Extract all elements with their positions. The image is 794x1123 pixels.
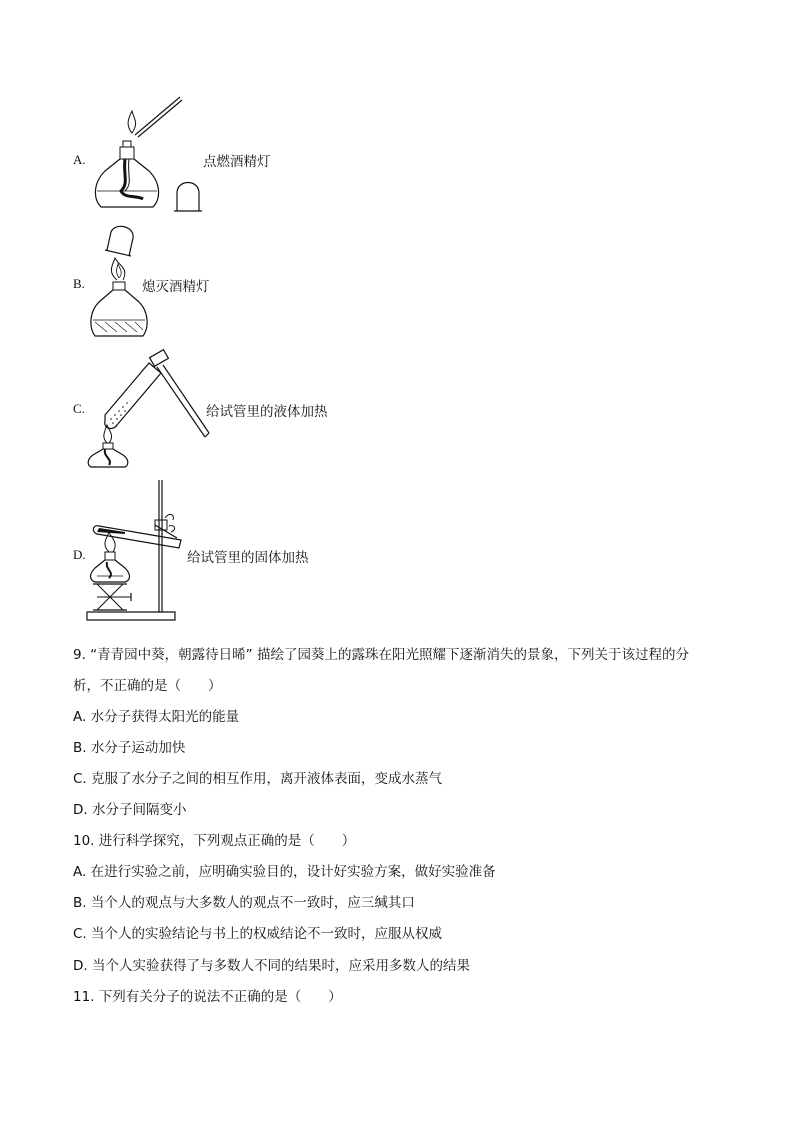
question-10-option-d: D. 当个人实验获得了与多数人不同的结果时，应采用多数人的结果 [73, 958, 470, 974]
question-10-option-b: B. 当个人的观点与大多数人的观点不一致时，应三缄其口 [73, 895, 415, 911]
question-10-option-a: A. 在进行实验之前，应明确实验目的，设计好实验方案，做好实验准备 [73, 864, 496, 880]
question-9-stem-line1: 9. “青青园中葵，朝露待日晞” 描绘了园葵上的露珠在阳光照耀下逐渐消失的景象，下列关于该过程的分 [73, 647, 689, 663]
option-b-caption: 熄灭酒精灯 [142, 279, 210, 295]
question-10-stem: 10. 进行科学探究，下列观点正确的是（ ） [73, 833, 356, 849]
option-a-letter: A. [73, 152, 86, 167]
option-d-letter: D. [73, 547, 86, 562]
question-9-option-a: A. 水分子获得太阳光的能量 [73, 709, 240, 725]
question-10-option-c: C. 当个人的实验结论与书上的权威结论不一致时，应服从权威 [73, 926, 443, 942]
question-9-option-d: D. 水分子间隔变小 [73, 802, 187, 818]
question-11-stem: 11. 下列有关分子的说法不正确的是（ ） [73, 989, 342, 1005]
heating-liquid-in-test-tube-icon [85, 345, 210, 470]
option-c-caption: 给试管里的液体加热 [206, 404, 328, 420]
option-a-caption: 点燃酒精灯 [203, 154, 271, 170]
lighting-alcohol-lamp-with-match-icon [85, 95, 215, 225]
question-9-option-b: B. 水分子运动加快 [73, 740, 186, 756]
option-d-caption: 给试管里的固体加热 [187, 550, 309, 566]
option-c-letter: C. [73, 401, 85, 416]
heating-solid-in-test-tube-on-stand-icon [85, 480, 190, 625]
option-b-letter: B. [73, 276, 85, 291]
question-9-option-c: C. 克服了水分子之间的相互作用，离开液体表面，变成水蒸气 [73, 771, 443, 787]
question-9-stem-line2: 析，不正确的是（ ） [73, 678, 222, 694]
